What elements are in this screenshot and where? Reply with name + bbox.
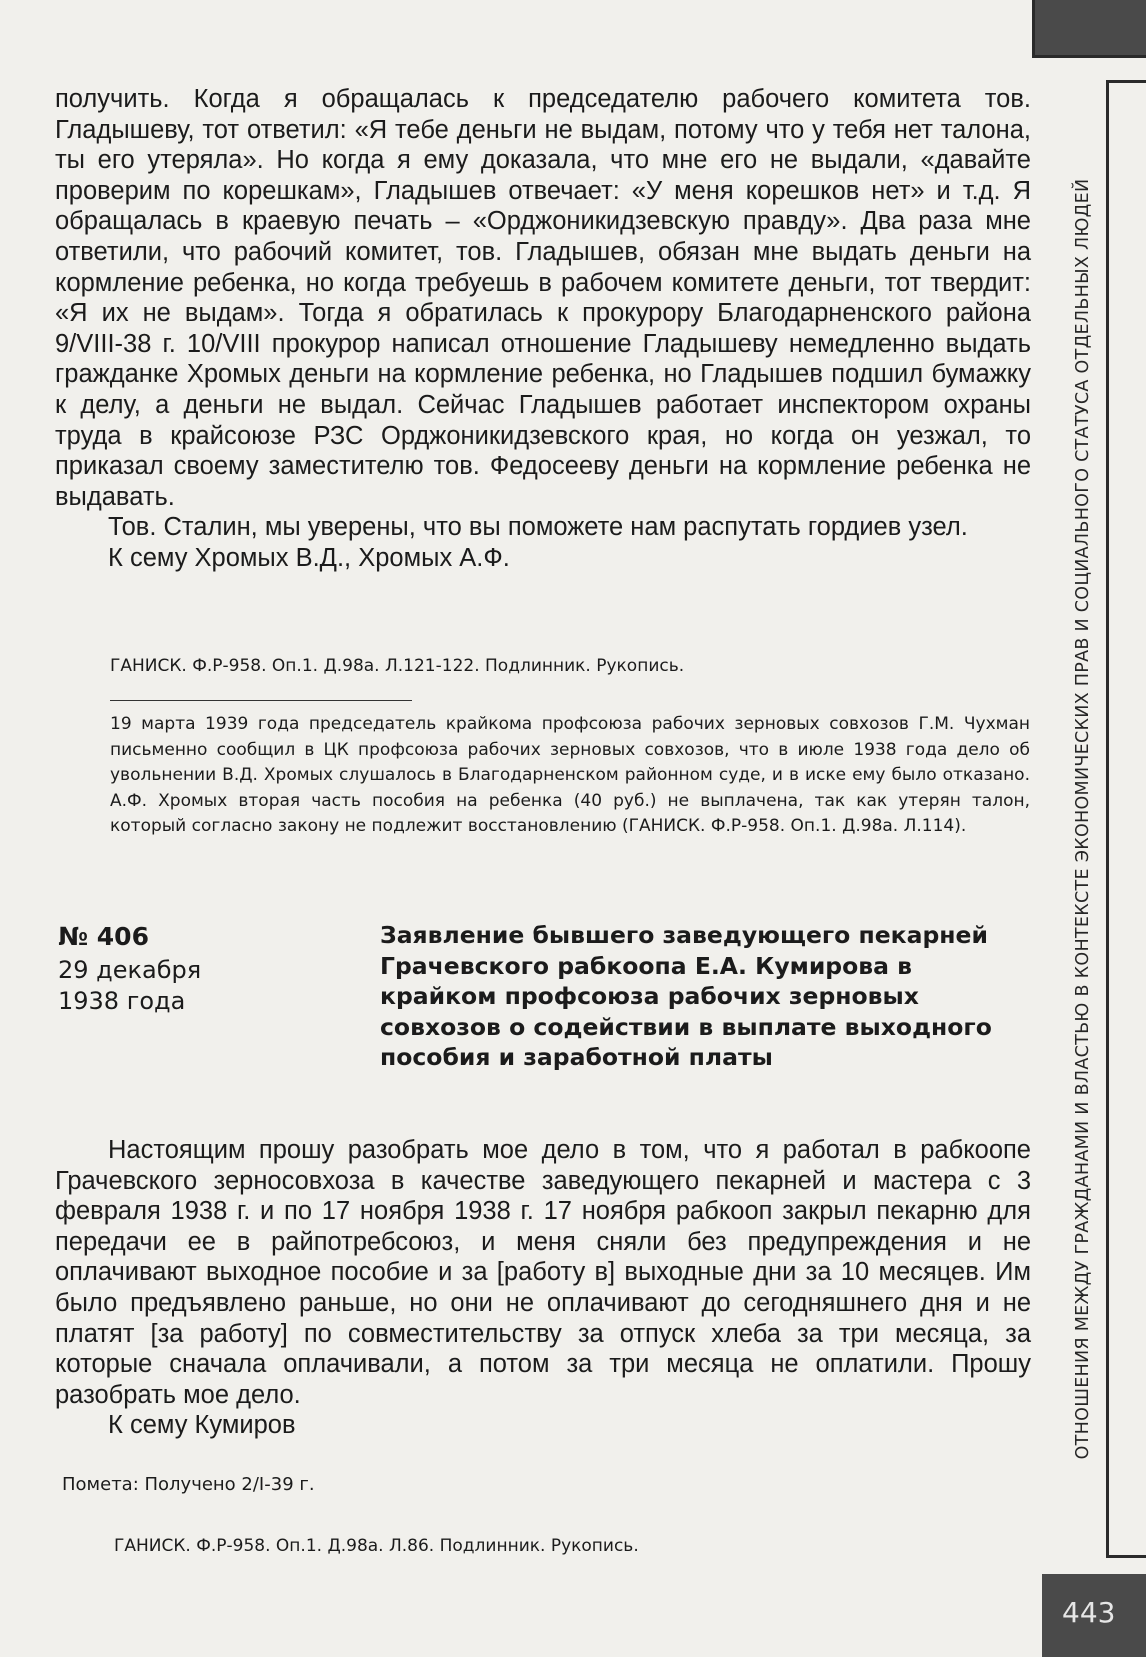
page-number: 443 [1062,1596,1116,1629]
document-paragraph: Настоящим прошу разобрать мое дело в том, что я работал в рабкоопе Грачевского зерносовхоза в качестве заведующего пекарней и мастера с 3 февраля 1938 г. и по 17 ноября 1938 г. 17 ноября рабкооп закрыл пекарню для передачи ее в райпотребсоюз, и меня сняли без предупреждения и не оплачивают выходное пособие и за [работу в] выходные дни за 10 месяцев. Им было предъявлено раньше, но они не оплачивают до сегодняшнего дня и не платят [за работу] по совместительству за отпуск хлеба за три месяца, за которые сначала оплачивали, а потом за три месяца не оплатили. Прошу разобрать мое дело. [55,1136,1031,1409]
continuation-text [55,84,1031,574]
document-mark: Помета: Получено 2/I-39 г. [62,1474,315,1495]
section-title-strip [1063,80,1103,1558]
document-date-line1: 29 декабря [58,956,202,984]
document-body [55,1135,1031,1441]
footnote: 19 марта 1939 года председатель крайкома профсоюза рабочих зерновых совхозов Г.М. Чухман письменно сообщил в ЦК профсоюза рабочих зерновых совхозов, что в июле 1938 года дело об увольнении В.Д. Хромых слушалось в Благодарненском районном суде, и в иске ему было отказано. А.Ф. Хромых вторая часть пособия на ребенка (40 руб.) не выплачена, так как утерян талон, который согласно закону не подлежит восстановлению (ГАНИСК. Ф.Р-958. Оп.1. Д.98а. Л.114). [110,714,1030,836]
page-number-badge [1042,1574,1146,1657]
corner-tab [1032,0,1146,58]
document-source: ГАНИСК. Ф.Р-958. Оп.1. Д.98а. Л.86. Подлинник. Рукопись. [114,1536,639,1556]
appeal-paragraph: Тов. Сталин, мы уверены, что вы поможете нам распутать гордиев узел. [108,513,968,542]
document-title: Заявление бывшего заведующего пекарней Грачевского рабкоопа Е.А. Кумирова в крайком профсоюза рабочих зерновых совхозов о содействии в выплате выходного пособия и заработной платы [380,921,992,1071]
continuation-paragraph: получить. Когда я обращалась к председателю рабочего комитета тов. Гладышеву, тот ответил: «Я тебе деньги не выдам, потому что у тебя нет талона, ты его утеряла». Но когда я ему доказала, что мне его не выдали, «давайте проверим по корешкам», Гладышев отвечает: «У меня корешков нет» и т.д. Я обращалась в краевую печать – «Орджоникидзевскую правду». Два раза мне ответили, что рабочий комитет, тов. Гладышев, обязан мне выдать деньги на кормление ребенка, но когда требуешь в рабочем комитете деньги, тот твердит: «Я их не выдам». Тогда я обратилась к прокурору Благодарненского района 9/VIII-38 г. 10/VIII прокурор написал отношение Гладышеву немедленно выдать гражданке Хромых деньги на кормление ребенка, но Гладышев подшил бумажку к делу, а деньги не выдал. Сейчас Гладышев работает инспектором охраны труда в крайсоюзе РЗС Орджоникидзевского края, но когда он уезжал, то приказал своему заместителю тов. Федосееву деньги на кормление ребенка не выдавать. [55,85,1031,511]
continuation-signature: К сему Хромых В.Д., Хромых А.Ф. [108,543,510,572]
document-number: № 406 [58,922,149,951]
document-date [58,955,258,1017]
document-signature: К сему Кумиров [108,1411,296,1440]
side-frame [1106,80,1146,1558]
document-date-line2: 1938 года [58,987,186,1015]
footnote-rule [110,700,412,701]
section-title: ОТНОШЕНИЯ МЕЖДУ ГРАЖДАНАМИ И ВЛАСТЬЮ В КОНТЕКСТЕ ЭКОНОМИЧЕСКИХ ПРАВ И СОЦИАЛЬНОГО СТАТУСА ОТДЕЛЬНЫХ ЛЮДЕЙ [1073,178,1093,1460]
continuation-source: ГАНИСК. Ф.Р-958. Оп.1. Д.98а. Л.121-122. Подлинник. Рукопись. [110,656,685,676]
